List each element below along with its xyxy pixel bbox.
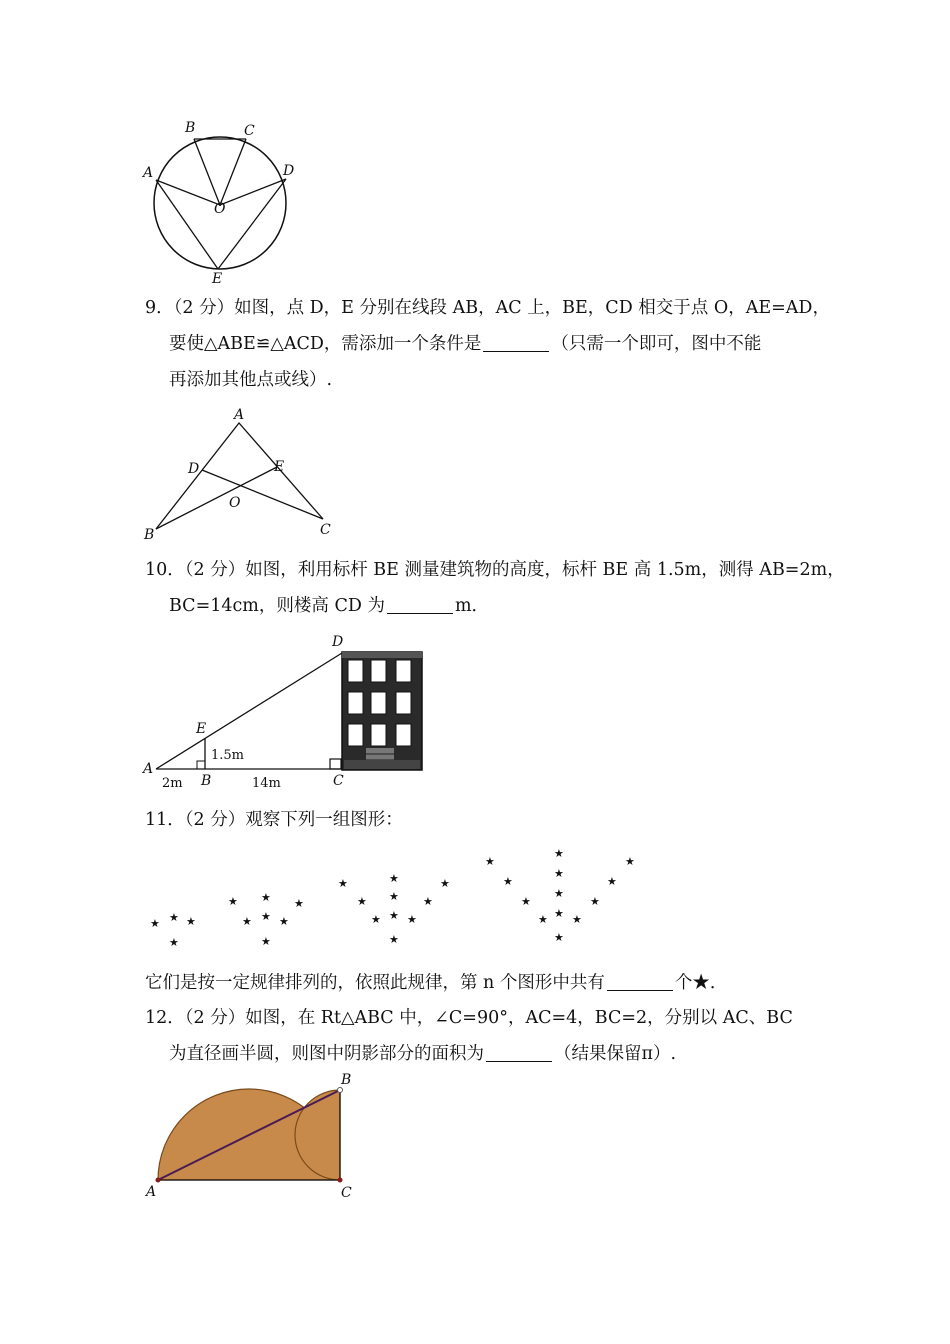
label-o: O <box>229 495 241 511</box>
star-icon: ★ <box>389 890 399 903</box>
label-e: E <box>212 271 223 287</box>
building-figure <box>140 630 435 792</box>
question-10 <box>145 552 845 624</box>
label-b: B <box>341 1072 352 1088</box>
q12-number: 12． <box>145 1008 185 1028</box>
star-icon: ★ <box>554 847 564 860</box>
star-icon: ★ <box>625 855 635 868</box>
star-icon: ★ <box>169 911 179 924</box>
semicircle-figure <box>140 1070 370 1205</box>
q12-answer-blank[interactable] <box>486 1043 552 1062</box>
q9-line3: 再添加其他点或线）. <box>169 370 333 390</box>
star-icon: ★ <box>554 867 564 880</box>
star-icon: ★ <box>521 895 531 908</box>
right-angle-c <box>330 759 341 769</box>
label-bc-length: 14m <box>252 776 281 791</box>
q10-number: 10． <box>145 560 185 580</box>
star-icon: ★ <box>503 875 513 888</box>
star-icon: ★ <box>261 935 271 948</box>
q11-line2b: 个★． <box>674 973 728 993</box>
label-a: A <box>143 165 154 181</box>
star-icon: ★ <box>423 895 433 908</box>
q9-score: （2 分） <box>173 298 235 318</box>
star-icon: ★ <box>294 897 304 910</box>
label-b: B <box>185 120 196 136</box>
label-a: A <box>234 407 245 423</box>
label-o: O <box>214 201 226 217</box>
q11-line1: 观察下列一组图形： <box>245 810 403 830</box>
right-angle-b <box>197 761 205 769</box>
star-icon: ★ <box>279 915 289 928</box>
q12-score: （2 分） <box>184 1008 246 1028</box>
point-a <box>156 1178 161 1183</box>
q9-line2a: 要使△ABE≌△ACD，需添加一个条件是 <box>169 334 482 354</box>
label-e: E <box>196 721 207 737</box>
point-b <box>338 1088 343 1093</box>
triangle-figure <box>140 405 340 545</box>
star-icon: ★ <box>554 887 564 900</box>
label-c: C <box>333 773 344 789</box>
star-icon: ★ <box>590 895 600 908</box>
question-9 <box>145 290 830 398</box>
label-c: C <box>341 1185 352 1201</box>
label-a: A <box>146 1184 157 1200</box>
segment-a-o-b <box>156 139 220 205</box>
label-a: A <box>143 761 154 777</box>
question-11-continued <box>145 965 815 1001</box>
label-d: D <box>332 634 344 650</box>
label-b: B <box>201 773 212 789</box>
segment-cd <box>202 470 323 519</box>
chord-ae <box>156 180 218 269</box>
q9-number: 9． <box>145 298 174 318</box>
question-11 <box>145 802 815 838</box>
q12-line1: 如图，在 Rt△ABC 中，∠C=90°，AC=4，BC=2，分别以 AC、BC <box>245 1008 793 1028</box>
q9-answer-blank[interactable] <box>483 333 549 352</box>
circle-figure <box>140 115 310 287</box>
label-be-height: 1.5m <box>211 748 245 763</box>
q10-answer-blank[interactable] <box>387 595 453 614</box>
label-d: D <box>283 163 295 179</box>
triangle-sides <box>156 423 323 529</box>
star-icon: ★ <box>228 895 238 908</box>
label-c: C <box>244 123 255 139</box>
star-icon: ★ <box>261 910 271 923</box>
star-icon: ★ <box>261 891 271 904</box>
label-b: B <box>144 527 155 543</box>
q10-line2a: BC=14cm，则楼高 CD 为 <box>169 596 385 616</box>
question-12 <box>145 1000 815 1072</box>
label-c: C <box>320 522 331 538</box>
star-icon: ★ <box>554 907 564 920</box>
q10-line2b: m． <box>454 596 490 616</box>
q10-score: （2 分） <box>184 560 246 580</box>
star-icon: ★ <box>538 913 548 926</box>
star-icon: ★ <box>150 917 160 930</box>
star-icon: ★ <box>440 877 450 890</box>
q10-line1: 如图，利用标杆 BE 测量建筑物的高度，标杆 BE 高 1.5m，测得 AB=2m， <box>245 560 845 580</box>
star-icon: ★ <box>357 895 367 908</box>
q11-line2a: 它们是按一定规律排列的，依照此规律，第 n 个图形中共有 <box>145 973 605 993</box>
q11-number: 11． <box>145 810 185 830</box>
sight-line <box>156 653 342 769</box>
star-icon: ★ <box>338 877 348 890</box>
label-ab-length: 2m <box>162 776 183 791</box>
star-pattern-figure <box>140 845 640 955</box>
star-icon: ★ <box>389 909 399 922</box>
building <box>342 652 422 770</box>
q9-line2b: （只需一个即可，图中不能 <box>551 334 762 354</box>
q11-score: （2 分） <box>184 810 246 830</box>
q12-line2a: 为直径画半圆，则图中阴影部分的面积为 <box>169 1044 484 1064</box>
star-icon: ★ <box>186 915 196 928</box>
star-icon: ★ <box>242 915 252 928</box>
star-icon: ★ <box>371 913 381 926</box>
star-icon: ★ <box>572 913 582 926</box>
star-icon: ★ <box>407 913 417 926</box>
star-icon: ★ <box>389 872 399 885</box>
star-icon: ★ <box>485 855 495 868</box>
label-e: E <box>274 459 285 475</box>
star-icon: ★ <box>169 936 179 949</box>
q11-answer-blank[interactable] <box>607 972 673 991</box>
q12-line2b: （结果保留π）. <box>554 1044 677 1064</box>
q9-line1: 如图，点 D，E 分别在线段 AB，AC 上，BE，CD 相交于点 O，AE=AD， <box>234 298 830 318</box>
star-icon: ★ <box>554 931 564 944</box>
star-icon: ★ <box>389 933 399 946</box>
segment-c-o-d <box>220 139 286 205</box>
point-c <box>338 1178 343 1183</box>
label-d: D <box>188 461 200 477</box>
star-icon: ★ <box>607 875 617 888</box>
